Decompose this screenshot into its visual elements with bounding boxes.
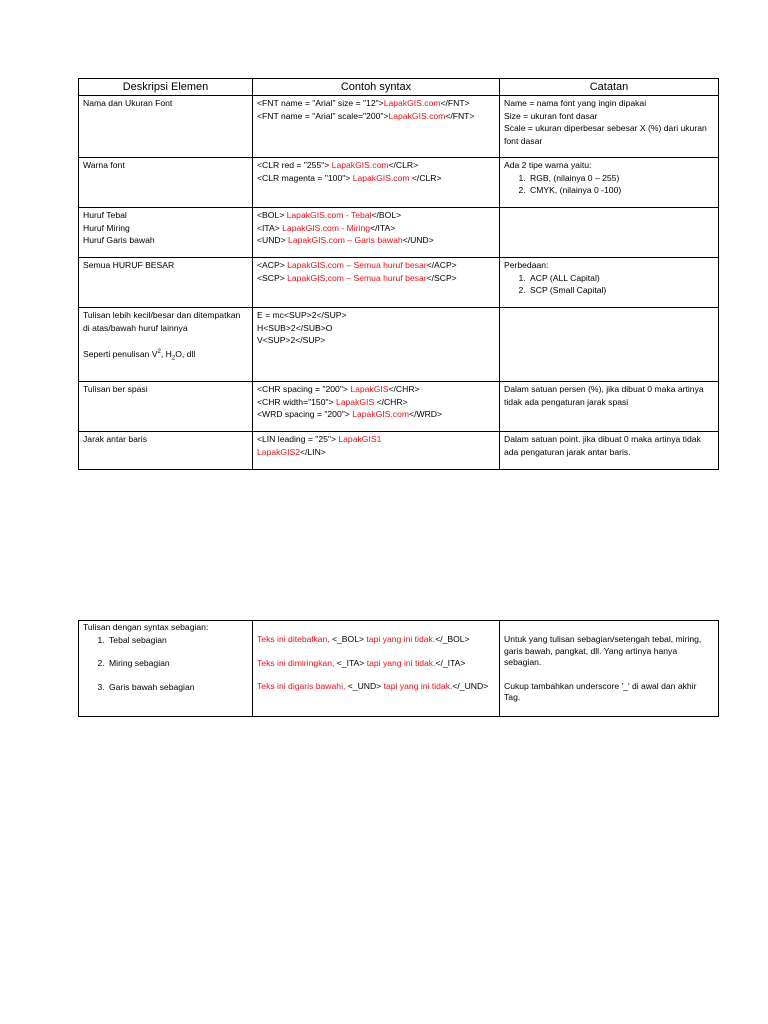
table-row [79, 96, 719, 158]
table-row [79, 258, 719, 308]
desc-cell: Tulisan lebih kecil/besar dan ditempatkan di atas/bawah huruf lainnya Seperti penulisan $V^2$, $H_2O$, dll [79, 308, 253, 382]
syntax-line: E = mc<SUP>2</SUP> [257, 310, 347, 320]
syntax-line: <CHR width="150"> LapakGIS </CHR> [257, 396, 408, 407]
syntax-line: <ACP> LapakGIS.com – Semua huruf besar</ACP> [257, 260, 457, 270]
syntax-line: <CLR red = "255"> LapakGIS.com</CLR> [257, 160, 419, 170]
desc-cell: Nama dan Ukuran Font [79, 96, 253, 158]
syntax-line: <SCP> LapakGIS.com – Semua huruf besar</SCP> [257, 272, 457, 283]
list-item: 2. CMYK, (nilainya 0 -100) [528, 184, 714, 197]
syntax-cell [253, 158, 500, 208]
syntax-line: <ITA> LapakGIS.com - Miring</ITA> [257, 222, 396, 233]
caps-difference-list [504, 272, 714, 297]
partial-syntax-list [83, 635, 248, 694]
syntax-line: <BOL> LapakGIS.com - Tebal</BOL> [257, 210, 402, 220]
list-item: 2. Miring sebagian [107, 658, 248, 670]
note-cell: Dalam satuan point. jika dibuat 0 maka artinya tidak ada pengaturan jarak antar baris. [500, 432, 719, 470]
table-row [79, 382, 719, 432]
syntax-line: LapakGIS2</LIN> [257, 446, 326, 457]
list-item: 1. RGB, (nilainya 0 – 255) [528, 172, 714, 185]
syntax-line: <CLR magenta = "100"> LapakGIS.com </CLR> [257, 172, 442, 183]
syntax-line: <WRD spacing = "200"> LapakGIS.com</WRD> [257, 409, 442, 420]
note-cell [500, 308, 719, 382]
syntax-cell [253, 258, 500, 308]
syntax-line: Teks ini dimiringkan, <_ITA> tapi yang ini tidak.</_ITA> [257, 657, 466, 668]
syntax-line: <LIN leading = "25"> LapakGIS1 [257, 434, 382, 444]
syntax-table [78, 78, 719, 470]
syntax-line: Teks ini digaris bawahi, <_UND> tapi yang ini tidak.</_UND> [257, 681, 489, 691]
syntax-line: <UND> LapakGIS.com – Garis bawah</UND> [257, 235, 434, 246]
syntax-cell [253, 308, 500, 382]
syntax-line: H<SUB>2</SUB>O [257, 322, 333, 333]
list-item: 1. ACP (ALL Capital) [528, 272, 714, 285]
note-cell: Ada 2 tipe warna yaitu: 1. RGB, (nilainya 0 – 255) 2. CMYK, (nilainya 0 -100) [500, 158, 719, 208]
desc-cell: Tulisan dengan syntax sebagian: 1. Tebal sebagian 2. Miring sebagian 3. Garis bawah sebagian [79, 621, 253, 717]
table-row [79, 621, 719, 717]
header-deskripsi: Deskripsi Elemen [79, 79, 253, 96]
syntax-cell [253, 208, 500, 258]
desc-cell: Jarak antar baris [79, 432, 253, 470]
note-cell: Dalam satuan persen (%), jika dibuat 0 maka artinya tidak ada pengaturan jarak spasi [500, 382, 719, 432]
syntax-cell [253, 432, 500, 470]
note-cell: Untuk yang tulisan sebagian/setengah tebal, miring, garis bawah, pangkat, dll. Yang artinya hanya sebagian. Cukup tambahkan underscore '_' di awal dan akhir Tag. [500, 621, 719, 717]
note-cell: Perbedaan: 1. ACP (ALL Capital) 2. SCP (Small Capital) [500, 258, 719, 308]
list-item: 3. Garis bawah sebagian [107, 682, 248, 694]
desc-cell: Warna font [79, 158, 253, 208]
table-row [79, 432, 719, 470]
desc-cell: Huruf Tebal Huruf Miring Huruf Garis bawah [79, 208, 253, 258]
table-row [79, 208, 719, 258]
desc-cell: Semua HURUF BESAR [79, 258, 253, 308]
header-contoh-syntax: Contoh syntax [253, 79, 500, 96]
syntax-line: V<SUP>2</SUP> [257, 335, 326, 346]
syntax-line: Teks ini ditebalkan, <_BOL> tapi yang ini tidak.</_BOL> [257, 634, 470, 644]
syntax-line: <FNT name = "Arial" size = "12">LapakGIS.com</FNT> [257, 98, 470, 108]
list-item: 2. SCP (Small Capital) [528, 284, 714, 297]
list-item: 1. Tebal sebagian [107, 635, 248, 647]
partial-syntax-table [78, 620, 719, 717]
syntax-cell [253, 96, 500, 158]
color-type-list [504, 172, 714, 197]
table-row [79, 308, 719, 382]
desc-cell: Tulisan ber spasi [79, 382, 253, 432]
syntax-cell [253, 621, 500, 717]
table-row [79, 158, 719, 208]
syntax-cell [253, 382, 500, 432]
syntax-line: <FNT name = "Arial" scale="200">LapakGIS.com</FNT> [257, 110, 475, 121]
syntax-line: <CHR spacing = "200"> LapakGIS</CHR> [257, 384, 420, 394]
note-cell: Name = nama font yang ingin dipakai Size = ukuran font dasar Scale = ukuran diperbesar sebesar X (%) dari ukuran font dasar [500, 96, 719, 158]
header-catatan: Catatan [500, 79, 719, 96]
sup-sub-example: Seperti penulisan $V^2$, $H_2O$, dll [83, 349, 196, 362]
table-header-row [79, 79, 719, 96]
note-cell [500, 208, 719, 258]
